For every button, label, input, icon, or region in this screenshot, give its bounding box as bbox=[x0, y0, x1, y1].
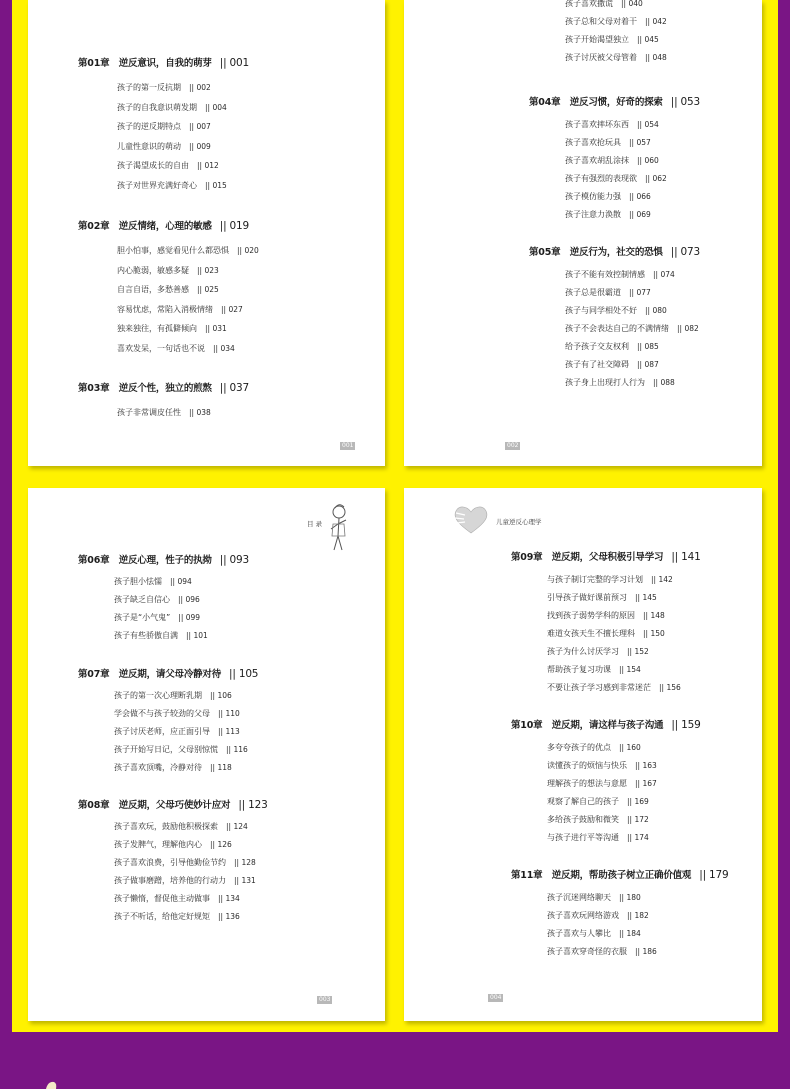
toc-entry-page: || 148 bbox=[643, 611, 665, 620]
toc-entry-title: 理解孩子的想法与意愿 bbox=[547, 779, 627, 788]
toc-entry[interactable] bbox=[117, 323, 227, 334]
chapter-title: 第03章 逆反个性，独立的煎熬 bbox=[78, 383, 212, 394]
toc-entry[interactable] bbox=[565, 377, 675, 388]
toc-entry-title: 观察了解自己的孩子 bbox=[547, 797, 619, 806]
chapter-page: || 123 bbox=[238, 799, 268, 811]
toc-entry-page: || 060 bbox=[637, 156, 659, 165]
toc-entry-title: 孩子身上出现打人行为 bbox=[565, 378, 645, 387]
toc-entry-page: || 174 bbox=[627, 833, 649, 842]
chapter-heading[interactable] bbox=[511, 549, 701, 563]
toc-entry-page: || 186 bbox=[635, 947, 657, 956]
toc-entry-title: 孩子的第一反抗期 bbox=[117, 83, 181, 92]
toc-entry-page: || 094 bbox=[170, 577, 192, 586]
toc-entry-page: || 057 bbox=[629, 138, 651, 147]
chapter-page: || 105 bbox=[229, 668, 259, 680]
toc-entry[interactable] bbox=[547, 946, 657, 957]
toc-entry-title: 孩子不听话，给他定好规矩 bbox=[114, 912, 210, 921]
chapter-title: 第09章 逆反期，父母积极引导学习 bbox=[511, 552, 664, 563]
toc-entry-page: || 066 bbox=[629, 192, 651, 201]
toc-entry-title: 孩子胆小怯懦 bbox=[114, 577, 162, 586]
toc-entry[interactable] bbox=[547, 814, 649, 825]
toc-page-4 bbox=[404, 488, 762, 1021]
toc-entry[interactable] bbox=[114, 612, 200, 623]
toc-entry[interactable] bbox=[547, 760, 657, 771]
heart-logo-icon bbox=[453, 505, 489, 535]
toc-entry-title: 孩子喜欢顶嘴，冷静对待 bbox=[114, 763, 202, 772]
chapter-page: || 159 bbox=[671, 719, 701, 731]
toc-entry-title: 儿童性意识的萌动 bbox=[117, 141, 181, 151]
toc-entry[interactable] bbox=[565, 323, 699, 334]
toc-entry[interactable] bbox=[565, 269, 675, 280]
toc-entry[interactable] bbox=[547, 628, 665, 639]
toc-entry-title: 孩子有些骄傲自满 bbox=[114, 631, 178, 640]
toc-entry-title: 孩子为什么讨厌学习 bbox=[547, 647, 619, 656]
toc-entry-page: || 113 bbox=[218, 727, 240, 736]
toc-entry-title: 孩子喜欢玩网络游戏 bbox=[547, 911, 619, 920]
toc-entry-title: 孩子开始渴望独立 bbox=[565, 35, 629, 44]
toc-entry-title: 多夸夸孩子的优点 bbox=[547, 743, 611, 752]
toc-entry[interactable] bbox=[114, 708, 240, 719]
toc-entry-title: 喜欢发呆，一句话也不说 bbox=[117, 343, 205, 353]
chapter-heading[interactable] bbox=[78, 218, 249, 232]
toc-entry[interactable] bbox=[565, 305, 667, 316]
chapter-heading[interactable] bbox=[78, 552, 249, 566]
page-header: 目 录 bbox=[307, 520, 323, 528]
toc-entry[interactable] bbox=[114, 690, 232, 701]
toc-entry-page: || 160 bbox=[619, 743, 641, 752]
toc-entry-title: 读懂孩子的烦恼与快乐 bbox=[547, 761, 627, 770]
toc-entry-title: 孩子的自我意识萌发期 bbox=[117, 102, 197, 112]
chapter-heading[interactable] bbox=[78, 797, 268, 811]
toc-entry-title: 孩子不能有效控制情感 bbox=[565, 270, 645, 279]
chapter-heading[interactable] bbox=[511, 717, 701, 731]
toc-entry-page: || 145 bbox=[635, 593, 657, 602]
toc-entry-page: || 101 bbox=[186, 631, 208, 640]
toc-page-1 bbox=[28, 0, 385, 466]
chapter-title: 第10章 逆反期，请这样与孩子沟通 bbox=[511, 720, 664, 731]
toc-entry[interactable] bbox=[114, 762, 232, 773]
toc-entry[interactable] bbox=[114, 630, 208, 641]
toc-entry[interactable] bbox=[114, 576, 192, 587]
toc-entry-page: || 163 bbox=[635, 761, 657, 770]
toc-entry-title: 孩子总和父母对着干 bbox=[565, 17, 637, 26]
toc-entry-page: || 180 bbox=[619, 893, 641, 902]
chapter-page: || 001 bbox=[219, 57, 249, 69]
toc-entry-title: 难道女孩天生不擅长理科 bbox=[547, 629, 635, 638]
decorative-mark-icon bbox=[44, 1080, 58, 1089]
chapter-title: 第05章 逆反行为，社交的恐惧 bbox=[529, 247, 663, 258]
toc-entry-page: || 085 bbox=[637, 342, 659, 351]
toc-entry[interactable] bbox=[547, 928, 641, 939]
toc-entry-title: 孩子懒惰，督促他主动做事 bbox=[114, 894, 210, 903]
toc-entry-title: 孩子的第一次心理断乳期 bbox=[114, 691, 202, 700]
page-number: 001 bbox=[342, 442, 354, 449]
toc-entry-page: || 045 bbox=[637, 35, 659, 44]
toc-entry-title: 孩子讨厌被父母管着 bbox=[565, 53, 637, 62]
toc-entry[interactable] bbox=[117, 121, 211, 132]
toc-entry-page: || 020 bbox=[237, 246, 259, 255]
toc-entry-page: || 172 bbox=[627, 815, 649, 824]
toc-entry[interactable] bbox=[114, 744, 248, 755]
toc-entry[interactable] bbox=[117, 343, 235, 354]
chapter-page: || 037 bbox=[219, 382, 249, 394]
chapter-title: 第06章 逆反心理，性子的执拗 bbox=[78, 555, 212, 566]
toc-entry-page: || 167 bbox=[635, 779, 657, 788]
toc-entry-title: 与孩子制订完整的学习计划 bbox=[547, 575, 643, 584]
toc-entry[interactable] bbox=[565, 155, 659, 166]
toc-entry-page: || 031 bbox=[205, 324, 227, 333]
toc-entry-title: 不要让孩子学习感到非常迷茫 bbox=[547, 683, 651, 692]
chapter-page: || 179 bbox=[699, 869, 729, 881]
toc-entry[interactable] bbox=[565, 191, 651, 202]
toc-entry-title: 孩子喜欢撒谎 bbox=[565, 0, 613, 8]
toc-entry[interactable] bbox=[114, 875, 256, 886]
toc-entry[interactable] bbox=[565, 119, 659, 130]
toc-entry[interactable] bbox=[565, 173, 667, 184]
chapter-title: 第11章 逆反期，帮助孩子树立正确价值观 bbox=[511, 870, 692, 881]
toc-entry-page: || 156 bbox=[659, 683, 681, 692]
chapter-page: || 073 bbox=[670, 246, 700, 258]
toc-entry-title: 独来独往，有孤僻倾向 bbox=[117, 324, 197, 333]
toc-entry-title: 孩子开始写日记，父母别惊慌 bbox=[114, 745, 218, 754]
toc-entry[interactable] bbox=[547, 910, 649, 921]
chapter-page: || 093 bbox=[219, 554, 249, 566]
toc-entry-title: 孩子喜欢玩，鼓励他积极探索 bbox=[114, 822, 218, 831]
toc-page-3 bbox=[28, 488, 385, 1021]
toc-entry-page: || 023 bbox=[197, 265, 219, 275]
toc-entry-page: || 088 bbox=[653, 378, 675, 387]
toc-entry-title: 孩子注意力涣散 bbox=[565, 210, 621, 219]
toc-entry[interactable] bbox=[114, 857, 256, 868]
toc-entry[interactable] bbox=[547, 646, 649, 657]
chapter-title: 第08章 逆反期，父母巧使妙计应对 bbox=[78, 800, 231, 811]
toc-entry-page: || 012 bbox=[197, 161, 219, 170]
toc-entry-title: 孩子喜欢浪费，引导他勤俭节约 bbox=[114, 858, 226, 867]
toc-entry-page: || 126 bbox=[210, 840, 232, 849]
toc-entry-page: || 015 bbox=[205, 180, 227, 190]
toc-entry-title: 学会做不与孩子较劲的父母 bbox=[114, 709, 210, 718]
toc-entry-title: 孩子非常调皮任性 bbox=[117, 408, 181, 417]
chapter-page: || 141 bbox=[671, 551, 701, 563]
toc-entry-title: 孩子是“小气鬼” bbox=[114, 613, 171, 622]
toc-entry-title: 给予孩子交友权利 bbox=[565, 342, 629, 351]
toc-entry-page: || 042 bbox=[645, 17, 667, 26]
toc-entry-title: 内心脆弱，敏感多疑 bbox=[117, 265, 189, 275]
toc-page-2 bbox=[404, 0, 762, 466]
chapter-heading[interactable] bbox=[529, 94, 700, 108]
toc-entry-title: 孩子沉迷网络聊天 bbox=[547, 893, 611, 902]
toc-entry-page: || 128 bbox=[234, 858, 256, 867]
toc-entry-title: 孩子缺乏自信心 bbox=[114, 595, 170, 604]
child-figure-icon bbox=[326, 502, 352, 554]
chapter-heading[interactable] bbox=[78, 380, 249, 394]
toc-entry-page: || 027 bbox=[221, 304, 243, 314]
toc-entry[interactable] bbox=[117, 265, 219, 276]
toc-entry-title: 多给孩子鼓励和微笑 bbox=[547, 815, 619, 824]
toc-entry-page: || 134 bbox=[218, 894, 240, 903]
toc-entry-title: 孩子有强烈的表现欲 bbox=[565, 174, 637, 183]
toc-entry[interactable] bbox=[565, 209, 651, 220]
toc-entry-title: 与孩子进行平等沟通 bbox=[547, 833, 619, 842]
toc-entry[interactable] bbox=[547, 742, 641, 753]
toc-entry[interactable] bbox=[565, 16, 667, 27]
toc-entry-title: 帮助孩子复习功课 bbox=[547, 665, 611, 674]
toc-entry-page: || 054 bbox=[637, 120, 659, 129]
toc-entry[interactable] bbox=[565, 52, 667, 63]
toc-entry-page: || 074 bbox=[653, 270, 675, 279]
toc-entry-page: || 184 bbox=[619, 929, 641, 938]
toc-entry-page: || 025 bbox=[197, 285, 219, 294]
toc-entry-title: 孩子做事磨蹭，培养他的行动力 bbox=[114, 876, 226, 885]
toc-entry-page: || 169 bbox=[627, 797, 649, 806]
toc-entry[interactable] bbox=[547, 592, 657, 603]
toc-entry-page: || 182 bbox=[627, 911, 649, 920]
toc-entry[interactable] bbox=[114, 726, 240, 737]
toc-entry-page: || 080 bbox=[645, 306, 667, 315]
chapter-page: || 019 bbox=[219, 220, 249, 232]
toc-entry[interactable] bbox=[114, 594, 200, 605]
toc-entry-title: 孩子发脾气，理解他内心 bbox=[114, 840, 202, 849]
toc-entry-title: 找到孩子弱势学科的原因 bbox=[547, 611, 635, 620]
page-number: 004 bbox=[490, 994, 502, 1001]
toc-entry[interactable] bbox=[547, 778, 657, 789]
toc-entry[interactable] bbox=[114, 821, 248, 832]
toc-entry[interactable] bbox=[565, 137, 651, 148]
toc-entry[interactable] bbox=[117, 407, 211, 418]
toc-entry-page: || 152 bbox=[627, 647, 649, 656]
chapter-heading[interactable] bbox=[78, 666, 258, 680]
toc-entry-page: || 034 bbox=[213, 343, 235, 353]
toc-entry-page: || 096 bbox=[178, 595, 200, 604]
chapter-title: 第02章 逆反情绪，心理的敏感 bbox=[78, 221, 212, 232]
toc-entry[interactable] bbox=[565, 359, 659, 370]
toc-entry-page: || 154 bbox=[619, 665, 641, 674]
chapter-title: 第04章 逆反习惯，好奇的探索 bbox=[529, 97, 663, 108]
toc-entry-title: 孩子讨厌老师，应正面引导 bbox=[114, 727, 210, 736]
toc-entry-page: || 040 bbox=[621, 0, 643, 8]
toc-entry[interactable] bbox=[565, 0, 643, 9]
toc-entry-title: 孩子总是很霸道 bbox=[565, 288, 621, 297]
toc-entry[interactable] bbox=[117, 102, 227, 113]
toc-entry[interactable] bbox=[565, 287, 651, 298]
toc-entry[interactable] bbox=[114, 839, 232, 850]
toc-entry-page: || 106 bbox=[210, 691, 232, 700]
toc-entry-title: 孩子喜欢抢玩具 bbox=[565, 138, 621, 147]
toc-entry[interactable] bbox=[117, 284, 219, 295]
toc-entry-title: 孩子渴望成长的自由 bbox=[117, 161, 189, 170]
toc-entry-page: || 136 bbox=[218, 912, 240, 921]
toc-entry[interactable] bbox=[117, 82, 211, 93]
toc-entry-title: 孩子有了社交障碍 bbox=[565, 360, 629, 369]
toc-entry-page: || 110 bbox=[218, 709, 240, 718]
toc-entry[interactable] bbox=[547, 832, 649, 843]
chapter-title: 第01章 逆反意识，自我的萌芽 bbox=[78, 58, 212, 69]
toc-entry-page: || 002 bbox=[189, 83, 211, 92]
toc-entry[interactable] bbox=[547, 574, 673, 585]
page-number: 002 bbox=[507, 442, 519, 449]
toc-entry-title: 孩子喜欢摔坏东西 bbox=[565, 120, 629, 129]
page-header: 儿童逆反心理学 bbox=[496, 518, 542, 526]
toc-entry-title: 胆小怕事，感觉看见什么都恐惧 bbox=[117, 246, 229, 255]
toc-entry[interactable] bbox=[117, 245, 259, 256]
toc-entry[interactable] bbox=[565, 34, 659, 45]
toc-entry-page: || 004 bbox=[205, 102, 227, 112]
toc-entry-title: 孩子喜欢与人攀比 bbox=[547, 929, 611, 938]
chapter-title: 第07章 逆反期，请父母冷静对待 bbox=[78, 669, 222, 680]
toc-entry-title: 孩子喜欢穿奇怪的衣服 bbox=[547, 947, 627, 956]
toc-entry-page: || 082 bbox=[677, 324, 699, 333]
toc-entry-page: || 131 bbox=[234, 876, 256, 885]
chapter-heading[interactable] bbox=[78, 55, 249, 69]
toc-entry-title: 孩子喜欢胡乱涂抹 bbox=[565, 156, 629, 165]
toc-entry-page: || 069 bbox=[629, 210, 651, 219]
toc-entry[interactable] bbox=[114, 911, 240, 922]
toc-entry-page: || 048 bbox=[645, 53, 667, 62]
page-number: 003 bbox=[319, 996, 331, 1003]
toc-entry-page: || 118 bbox=[210, 763, 232, 772]
toc-entry[interactable] bbox=[547, 610, 665, 621]
toc-entry[interactable] bbox=[117, 180, 227, 191]
toc-entry-title: 孩子的逆反期特点 bbox=[117, 122, 181, 131]
toc-entry-page: || 077 bbox=[629, 288, 651, 297]
toc-entry-title: 孩子不会表达自己的不满情绪 bbox=[565, 324, 669, 333]
toc-entry-title: 引导孩子做好课前预习 bbox=[547, 593, 627, 602]
toc-entry-page: || 087 bbox=[637, 360, 659, 369]
toc-entry-title: 孩子对世界充满好奇心 bbox=[117, 180, 197, 190]
toc-entry-title: 容易忧虑，常陷入消极情绪 bbox=[117, 304, 213, 314]
toc-entry-page: || 007 bbox=[189, 122, 211, 131]
chapter-page: || 053 bbox=[670, 96, 700, 108]
chapter-heading[interactable] bbox=[529, 244, 700, 258]
toc-entry-page: || 150 bbox=[643, 629, 665, 638]
toc-entry-page: || 124 bbox=[226, 822, 248, 831]
toc-entry-title: 孩子与同学相处不好 bbox=[565, 306, 637, 315]
toc-entry[interactable] bbox=[547, 664, 641, 675]
toc-entry-page: || 142 bbox=[651, 575, 673, 584]
toc-entry-page: || 009 bbox=[189, 141, 211, 151]
toc-entry-page: || 099 bbox=[178, 613, 201, 622]
toc-entry-page: || 038 bbox=[189, 408, 211, 417]
toc-entry-title: 自言自语，多愁善感 bbox=[117, 285, 189, 294]
toc-entry[interactable] bbox=[117, 304, 243, 315]
toc-entry[interactable] bbox=[117, 160, 219, 171]
toc-entry[interactable] bbox=[547, 682, 681, 693]
toc-entry[interactable] bbox=[547, 796, 649, 807]
toc-entry[interactable] bbox=[114, 893, 240, 904]
toc-entry[interactable] bbox=[117, 141, 211, 152]
toc-entry[interactable] bbox=[565, 341, 659, 352]
toc-entry-page: || 062 bbox=[645, 174, 667, 183]
toc-entry-title: 孩子模仿能力强 bbox=[565, 192, 621, 201]
toc-entry[interactable] bbox=[547, 892, 641, 903]
toc-entry-page: || 116 bbox=[226, 745, 248, 754]
chapter-heading[interactable] bbox=[511, 867, 729, 881]
